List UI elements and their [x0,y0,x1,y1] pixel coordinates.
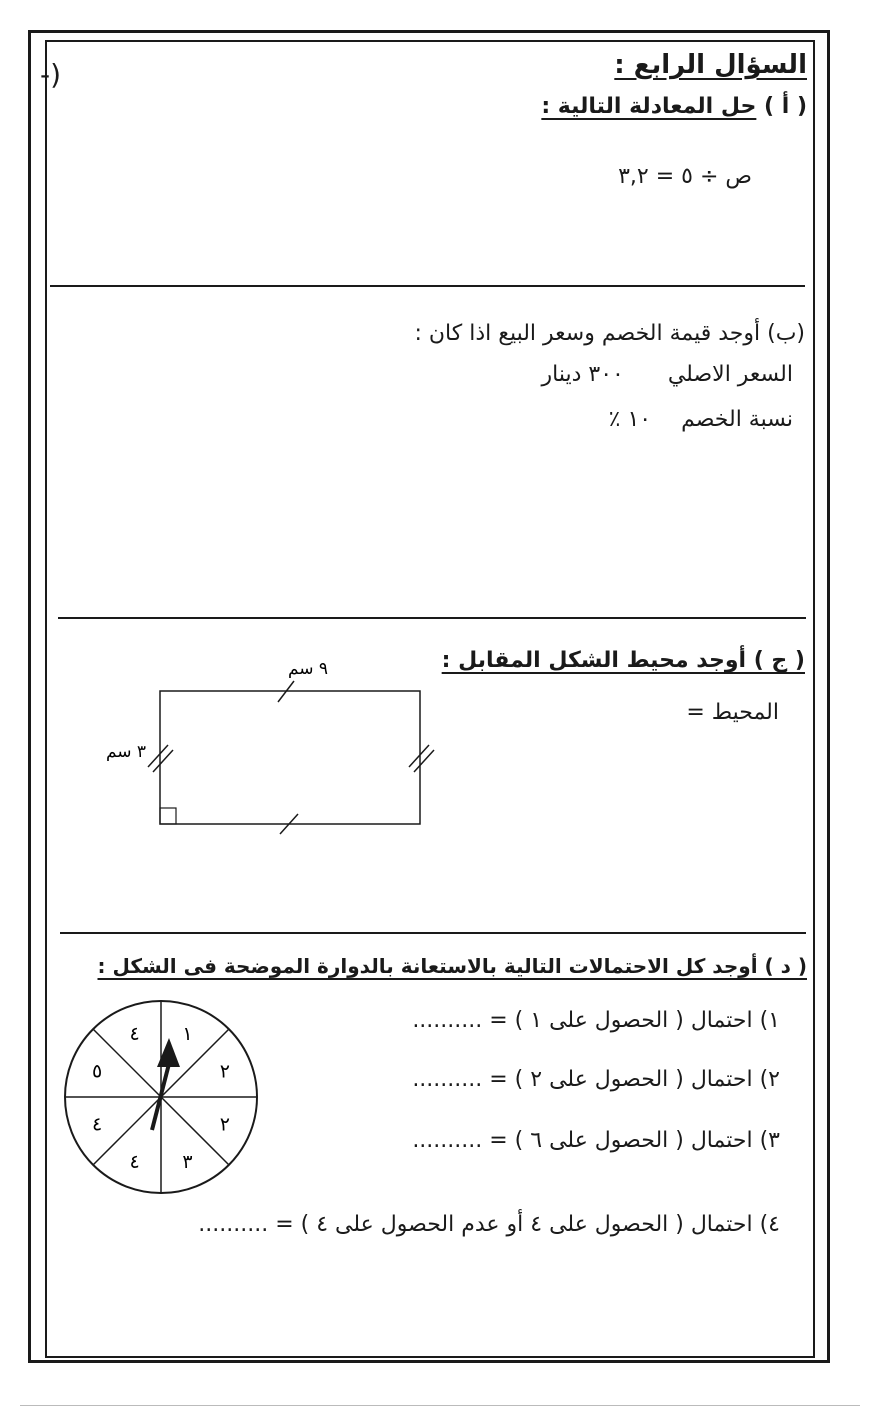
probability-item-3: ٣) احتمال ( الحصول على ٦ ) = .......... [412,1128,780,1153]
spinner-sector-label: ١ [182,1023,193,1046]
part-a-prompt: حل المعادلة التالية : [541,94,757,119]
probability-item-4: ٤) احتمال ( الحصول على ٤ أو عدم الحصول على ٤ ) = .......... [198,1212,780,1237]
original-price-label: السعر الاصلي [667,362,793,387]
divider-2 [58,617,806,619]
original-price-value: ٣٠٠ دينار [541,362,624,387]
question-title: السؤال الرابع : [614,50,807,80]
probability-item-1: ١) احتمال ( الحصول على ١ ) = .......... [412,1008,780,1033]
tick-left-1 [148,745,168,767]
discount-label: نسبة الخصم [681,407,793,432]
divider-1 [50,285,805,287]
part-b-prompt: (ب) أوجد قيمة الخصم وسعر البيع اذا كان : [414,321,805,346]
discount-row [609,409,793,431]
tick-left-2 [153,750,173,772]
part-d-prompt: ( د ) أوجد كل الاحتمالات التالية بالاستعانة بالدوارة الموضحة فى الشكل : [97,954,807,978]
part-a-equation: ص ÷ ٥ = ٣,٢ [618,164,752,189]
width-label: ٣ سم [105,742,147,762]
part-a-header [541,96,807,118]
tick-right-1 [409,745,429,767]
spinner-sector-label: ٤ [92,1113,103,1136]
tick-right-2 [414,750,434,772]
right-angle-mark [160,808,176,824]
divider-3 [60,932,806,934]
margin-mark: -) [40,58,62,91]
spinner-division-line [93,1029,161,1097]
part-a-label: ( أ ) [764,94,807,119]
original-price-row [542,364,794,386]
spinner-figure [62,982,262,1210]
spinner-division-line [161,1097,229,1165]
discount-value: ١٠ ٪ [608,407,652,432]
length-label: ٩ سم [287,659,329,679]
spinner-sector-label: ٢ [219,1060,230,1083]
probability-item-2: ٢) احتمال ( الحصول على ٢ ) = .......... [412,1067,780,1092]
perimeter-label: المحيط = [686,700,779,725]
spinner-division-line [93,1097,161,1165]
spinner-sector-label: ٣ [182,1150,193,1173]
spinner-sector-label: ٤ [129,1023,140,1046]
spinner-sector-label: ٥ [92,1060,103,1083]
rectangle-figure [90,650,450,850]
spinner-sector-label: ٤ [129,1150,140,1173]
spinner-sector-label: ٢ [219,1113,230,1136]
part-c-prompt: ( ج ) أوجد محيط الشكل المقابل : [441,648,805,673]
rectangle-shape [160,691,420,824]
page-bottom-rule [20,1405,860,1406]
